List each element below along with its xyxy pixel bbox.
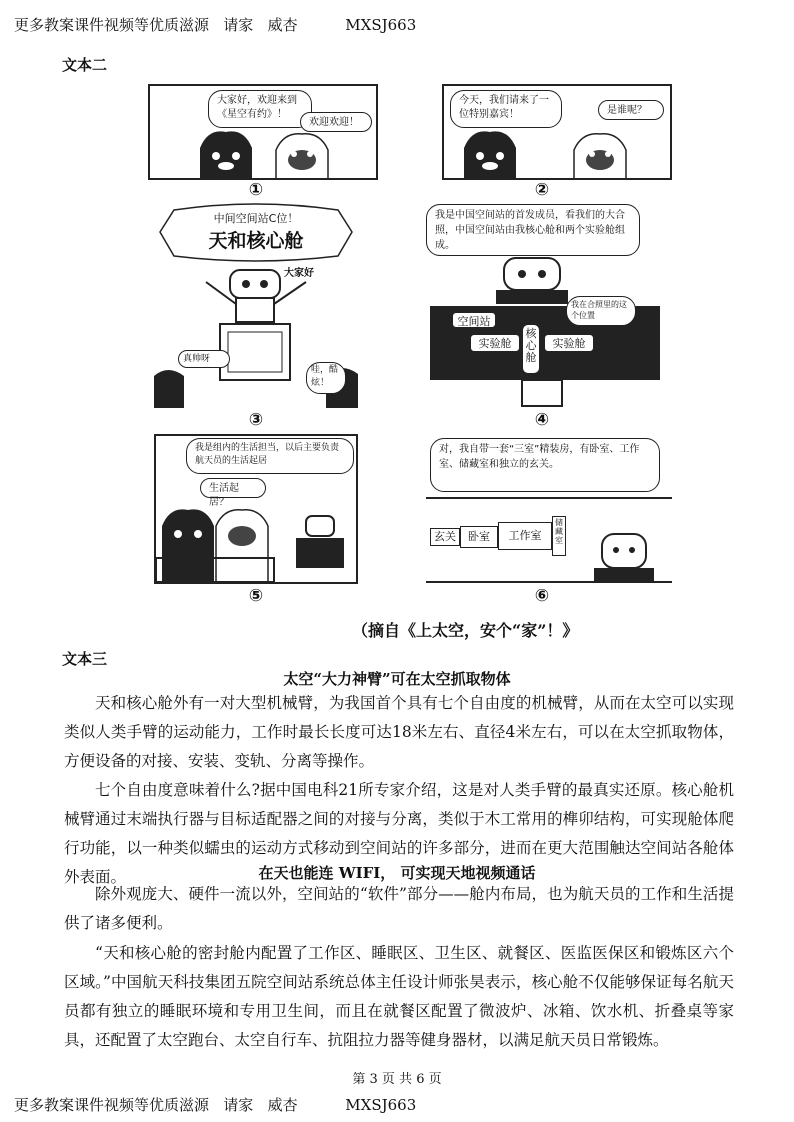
speech-bubble: 我在合照里的这个位置	[566, 296, 636, 326]
panel-number: ③	[248, 410, 264, 430]
page-number: 第 3 页 共 6 页	[352, 1072, 442, 1087]
characters-on-sofa-illustration	[156, 496, 356, 582]
robot-greeting: 大家好	[284, 268, 314, 279]
comic-panel-6	[426, 434, 672, 584]
paragraph-4: “天和核心舱的密封舱内配置了工作区、睡眠区、卫生区、就餐区、医监医保区和锻炼区六个区域。”中国航天科技集团五院空间站系统总体主任设计师张昊表示，核心舱不仅能够保证每名航天员都有独立的睡眠环境和专用卫生间，而且在就餐区配置了微波炉、冰箱、饮水机、折叠桌等家具，还配置了太空跑台、太空自行车、抗阻拉力器等健身器材，以满足航天员日常锻炼。	[64, 944, 734, 1049]
station-label: 空间站	[452, 312, 496, 328]
room-label: 工作室	[498, 522, 552, 550]
speech-bubble: 生活起居？	[200, 478, 266, 498]
speech-bubble: 哇，酷炫！	[306, 362, 346, 394]
panel-number: ①	[248, 180, 264, 200]
panel-number: ②	[534, 180, 550, 200]
comic-panel-2	[442, 84, 672, 180]
speech-bubble: 大家好，欢迎来到《星空有约》！	[208, 90, 312, 128]
section-label-text3: 文本三	[62, 650, 108, 668]
speech-bubble: 对，我自带一套“三室”精装房，有卧室、工作室、储藏室和独立的玄关。	[430, 438, 660, 492]
comic-panel-5	[154, 434, 358, 584]
cartoon-characters-illustration	[444, 126, 670, 180]
room-label: 储藏室	[552, 516, 566, 556]
comic-panel-4	[426, 200, 672, 408]
speech-bubble: 今天，我们请来了一位特别嘉宾！	[450, 90, 562, 128]
panel-number: ④	[534, 410, 550, 430]
module-label-core: 核心舱	[522, 324, 540, 374]
module-label-lab: 实验舱	[544, 334, 594, 352]
room-label: 玄关	[430, 528, 460, 546]
comic-panel-3	[154, 202, 358, 408]
module-label-lab: 实验舱	[470, 334, 520, 352]
speech-bubble: 我是组内的生活担当，以后主要负责航天员的生活起居	[186, 438, 354, 474]
comic-panel-1	[148, 84, 378, 180]
robot-with-station-illustration	[426, 252, 672, 408]
comic-source-caption: （摘自《上太空，安个“家”！》	[352, 621, 579, 640]
article-subtitle-2: 在天也能连 WIFI， 可实现天地视频通话	[258, 864, 536, 882]
speech-bubble: 欢迎欢迎！	[300, 112, 372, 132]
speech-bubble: 是谁呢？	[598, 100, 664, 120]
page-footer: 更多教案课件视频等优质滋源 请家 威杏 MXSJ663	[14, 1096, 417, 1114]
panel-number: ⑤	[248, 586, 264, 606]
paragraph-2: 七个自由度意味着什么?据中国电科21所专家介绍，这是对人类手臂的最真实还原。核心舱机械臂通过末端执行器与目标适配器之间的对接与分离，类似于木工常用的榫卯结构，可实现舱体爬行功能，以一种类似蠕虫的运动方式移动到空间站的许多部分，进而在更大范围触达空间站各舱体外表面。	[64, 781, 734, 886]
room-label: 卧室	[460, 526, 498, 548]
speech-bubble: 我是中国空间站的首发成员，看我们的大合照，中国空间站由我核心舱和两个实验舱组成。	[426, 204, 640, 256]
banner-title: 天和核心舱	[208, 230, 304, 252]
panel-number: ⑥	[534, 586, 550, 606]
article-subtitle-1: 太空“大力神臂”可在太空抓取物体	[283, 670, 511, 688]
paragraph-3: 除外观庞大、硬件一流以外，空间站的“软件”部分——舱内布局，也为航天员的工作和生活提供了诸多便利。	[64, 885, 734, 932]
page-header: 更多教案课件视频等优质滋源 请家 威杏 MXSJ663	[14, 16, 417, 34]
banner-subtitle: 中间空间站C位！	[213, 212, 299, 225]
paragraph-1: 天和核心舱外有一对大型机械臂，为我国首个具有七个自由度的机械臂，从而在太空可以实现类似人类手臂的运动能力，工作时最长长度可达18米左右、直径4米左右，可以在太空抓取物体，方便设备的对接、安装、变轨、分离等操作。	[64, 694, 734, 770]
section-label-text2: 文本二	[62, 56, 108, 74]
cartoon-characters-illustration	[150, 126, 376, 180]
speech-bubble: 真帅呀	[178, 350, 230, 368]
